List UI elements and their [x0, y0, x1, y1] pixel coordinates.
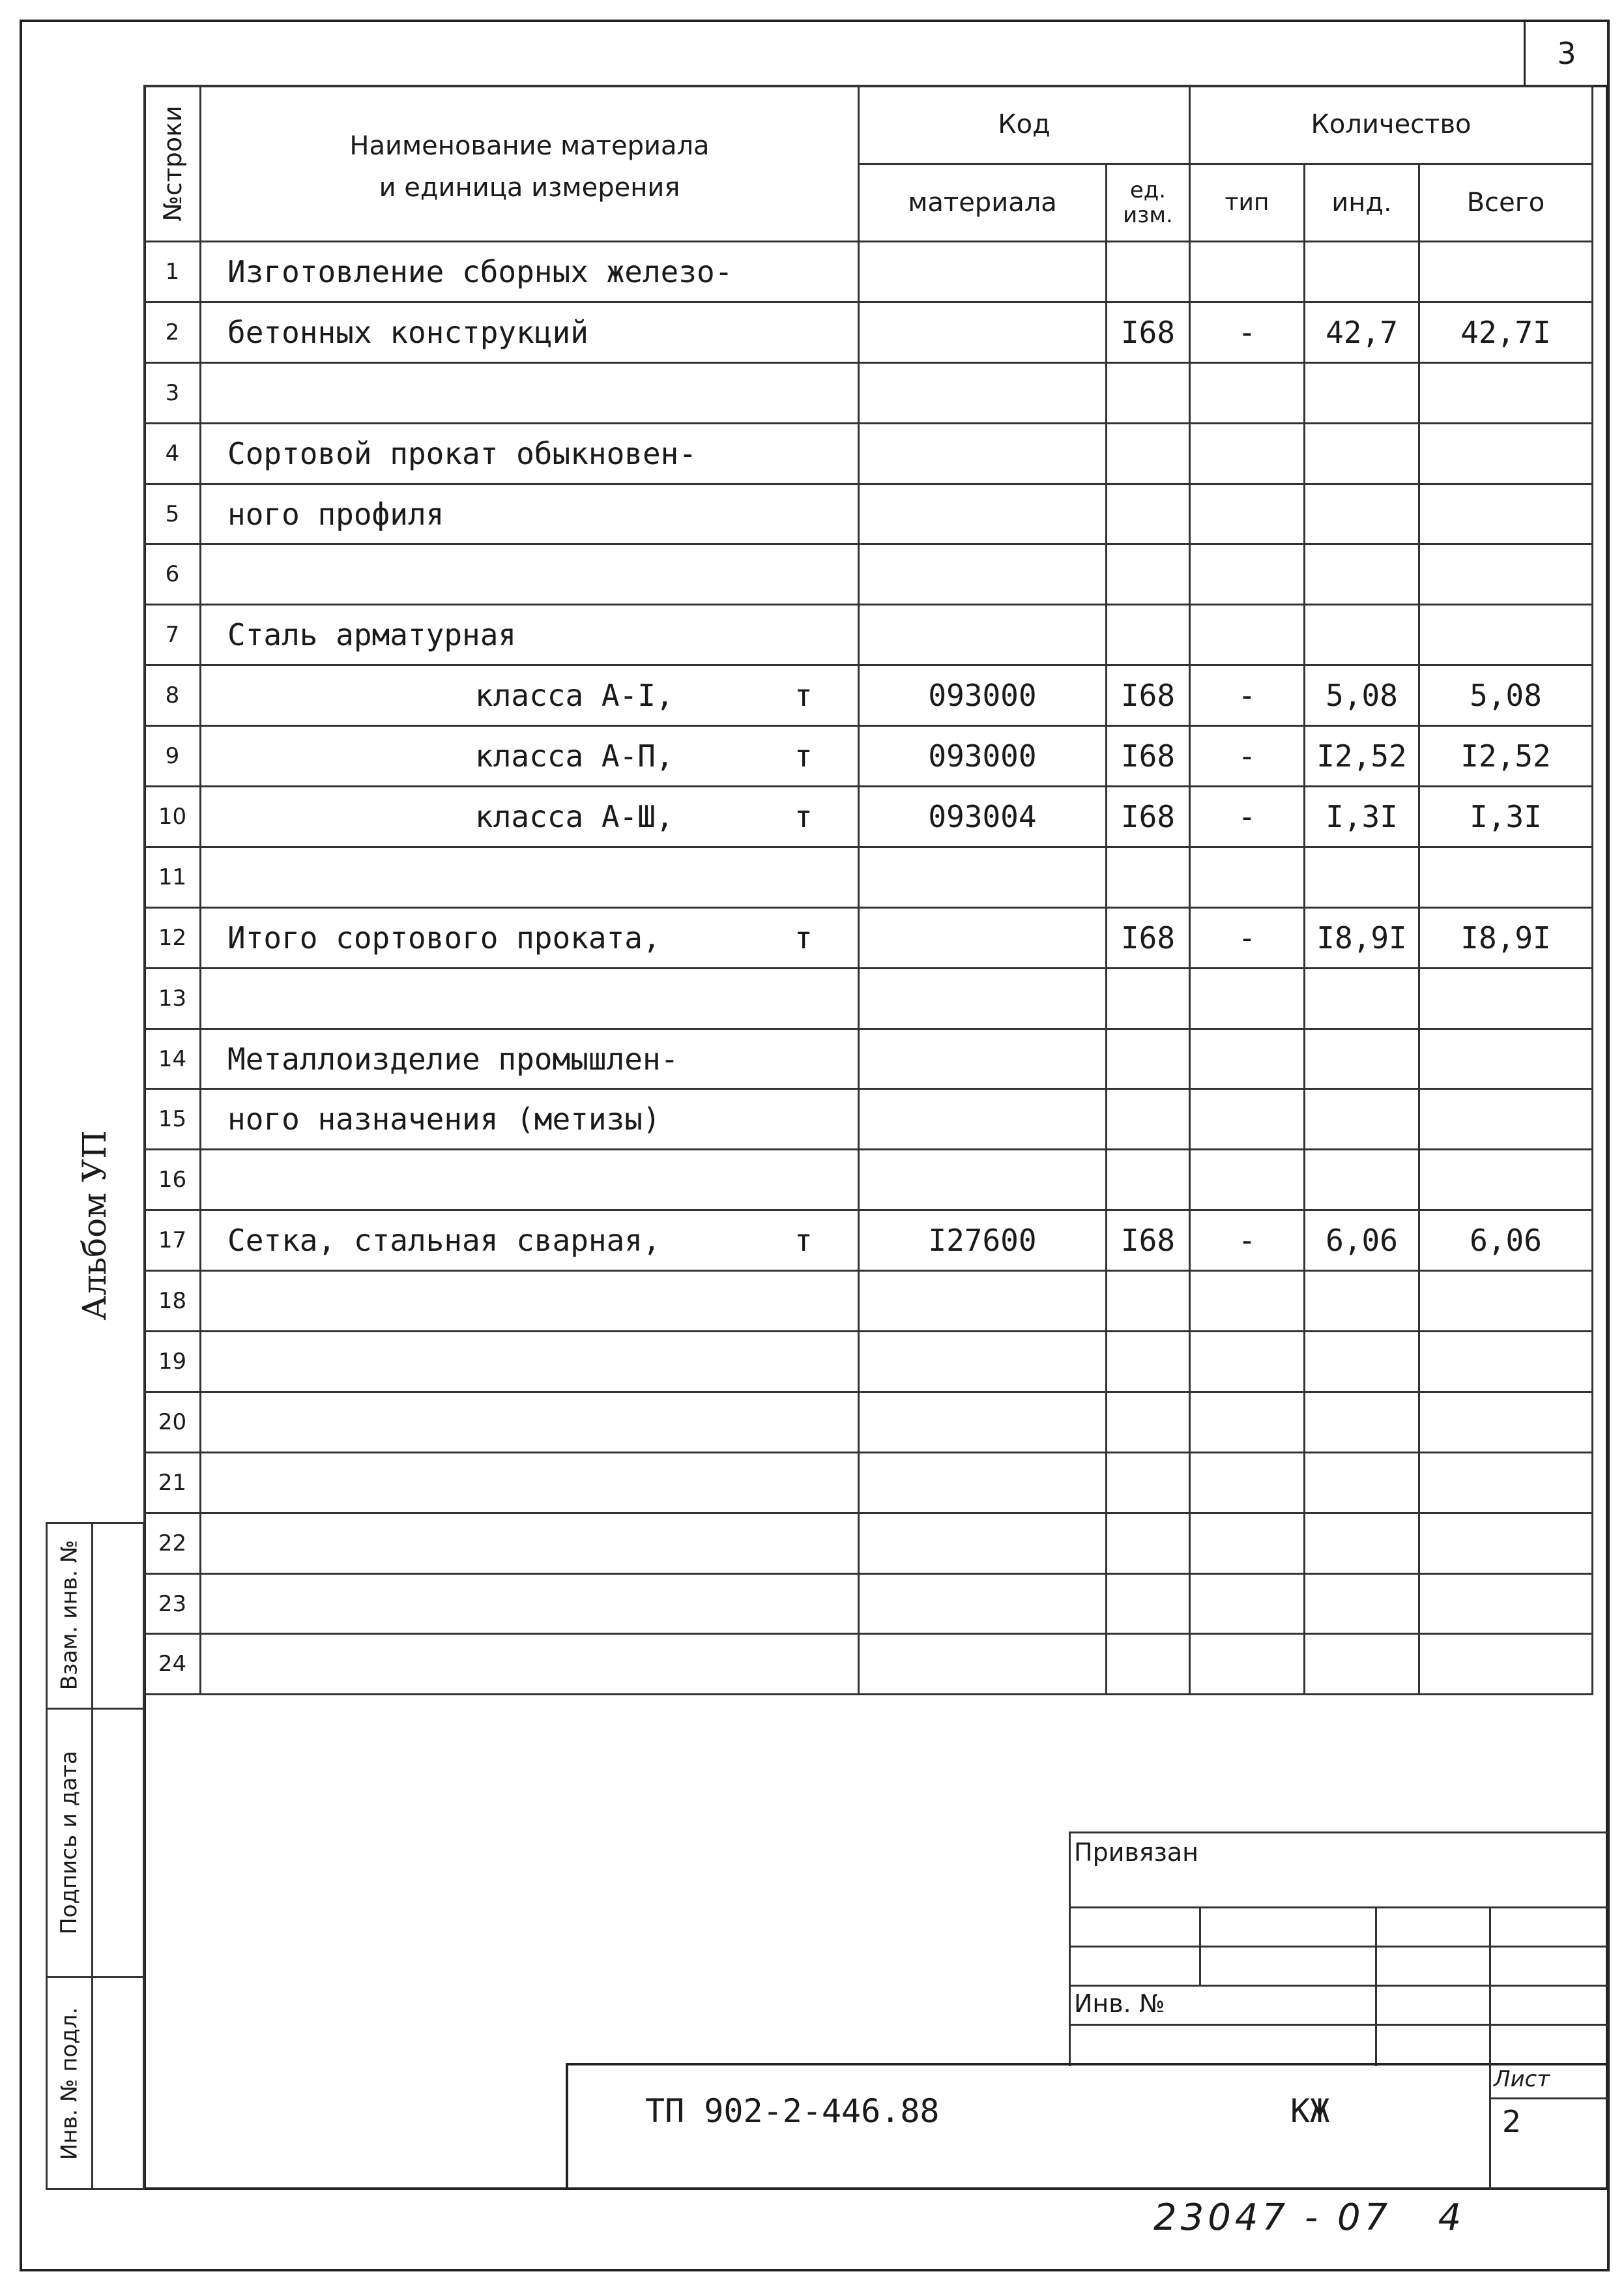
header-name-line1: Наименование материала — [349, 131, 710, 161]
qty-total — [1419, 1634, 1593, 1695]
inv-no-label: Инв. № — [1074, 1989, 1165, 2018]
qty-type — [1190, 1150, 1305, 1210]
unit-code — [1107, 544, 1190, 605]
qty-total — [1419, 1392, 1593, 1452]
material-code — [859, 484, 1107, 544]
qty-total — [1419, 605, 1593, 665]
material-code — [859, 968, 1107, 1029]
material-code — [859, 847, 1107, 907]
material-code — [859, 302, 1107, 362]
qty-type — [1190, 1513, 1305, 1573]
material-name-text: класса А-Ш, — [475, 799, 674, 835]
qty-type — [1190, 847, 1305, 907]
unit-code — [1107, 1150, 1190, 1210]
qty-total — [1419, 423, 1593, 484]
material-name — [201, 847, 859, 907]
qty-ind — [1305, 1573, 1419, 1634]
qty-type — [1190, 1452, 1305, 1513]
qty-ind — [1305, 1271, 1419, 1332]
qty-total — [1419, 1573, 1593, 1634]
material-code — [859, 1029, 1107, 1089]
side-signature-cell — [46, 1709, 93, 1976]
unit-code — [1107, 1513, 1190, 1573]
qty-type — [1190, 968, 1305, 1029]
material-name: ного назначения (метизы) — [201, 1089, 859, 1150]
qty-ind — [1305, 1392, 1419, 1452]
material-code — [859, 1452, 1107, 1513]
material-name — [201, 907, 859, 968]
qty-ind — [1305, 847, 1419, 907]
attached-line-4 — [1069, 2024, 1608, 2026]
material-name: Металлоизделие промышлен- — [201, 1029, 859, 1089]
qty-type: - — [1190, 907, 1305, 968]
table-row — [145, 665, 1593, 726]
qty-type — [1190, 423, 1305, 484]
material-name — [201, 1332, 859, 1392]
material-name — [201, 544, 859, 605]
material-code — [859, 1332, 1107, 1392]
unit-code — [1107, 242, 1190, 302]
unit-code: I68 — [1107, 665, 1190, 726]
qty-total: I2,52 — [1419, 726, 1593, 787]
table-row — [145, 1513, 1593, 1573]
qty-total — [1419, 847, 1593, 907]
qty-ind — [1305, 484, 1419, 544]
qty-ind — [1305, 1452, 1419, 1513]
row-number: 5 — [145, 484, 201, 544]
qty-type — [1190, 1029, 1305, 1089]
material-name — [201, 968, 859, 1029]
material-code — [859, 544, 1107, 605]
material-name-text: Итого сортового проката, — [227, 920, 661, 956]
material-name: Сортовой прокат обыкновен- — [201, 423, 859, 484]
side-ref-inv: Взам. инв. № — [56, 1539, 83, 1690]
side-inv-original-cell — [46, 1977, 93, 2190]
header-code-unit: ед. изм. — [1107, 164, 1190, 242]
material-name: Изготовление сборных железо- — [201, 242, 859, 302]
header-qty-total: Всего — [1419, 164, 1593, 242]
sheet-number: 3 — [1557, 35, 1576, 71]
row-number: 1 — [145, 242, 201, 302]
qty-ind — [1305, 1332, 1419, 1392]
table-row — [145, 726, 1593, 787]
sheet-label: Лист — [1494, 2066, 1550, 2092]
row-number: 24 — [145, 1634, 201, 1695]
attached-vline-3 — [1489, 1906, 1491, 2066]
material-name — [201, 1634, 859, 1695]
table-row — [145, 423, 1593, 484]
doc-mark: КЖ — [1290, 2092, 1330, 2130]
material-code — [859, 1573, 1107, 1634]
unit-of-measure: т — [794, 799, 813, 835]
row-number: 9 — [145, 726, 201, 787]
row-number: 22 — [145, 1513, 201, 1573]
qty-ind — [1305, 242, 1419, 302]
attached-line-3 — [1069, 1985, 1608, 1987]
row-number: 18 — [145, 1271, 201, 1332]
qty-ind — [1305, 544, 1419, 605]
qty-type — [1190, 1634, 1305, 1695]
sheet-cell-hline — [1489, 2097, 1608, 2099]
qty-ind — [1305, 423, 1419, 484]
qty-ind — [1305, 1089, 1419, 1150]
qty-ind — [1305, 1029, 1419, 1089]
row-number: 15 — [145, 1089, 201, 1150]
qty-type — [1190, 1573, 1305, 1634]
material-code — [859, 423, 1107, 484]
qty-total — [1419, 544, 1593, 605]
unit-of-measure: т — [794, 920, 813, 956]
header-qty-type: тип — [1190, 164, 1305, 242]
unit-code — [1107, 1332, 1190, 1392]
qty-type: - — [1190, 1210, 1305, 1271]
side-signature-date: Подпись и дата — [56, 1751, 83, 1934]
unit-of-measure: т — [794, 1223, 813, 1259]
row-number: 3 — [145, 362, 201, 423]
header-code-material: материала — [859, 164, 1107, 242]
unit-code — [1107, 847, 1190, 907]
qty-type — [1190, 1392, 1305, 1452]
material-code: 093000 — [859, 726, 1107, 787]
table-row — [145, 1573, 1593, 1634]
spec-body — [145, 242, 1593, 1695]
qty-total: I8,9I — [1419, 907, 1593, 968]
attached-line-2 — [1069, 1946, 1608, 1948]
row-number: 19 — [145, 1332, 201, 1392]
qty-ind: 42,7 — [1305, 302, 1419, 362]
table-row — [145, 1332, 1593, 1392]
qty-total — [1419, 484, 1593, 544]
qty-type: - — [1190, 787, 1305, 847]
unit-code — [1107, 484, 1190, 544]
qty-ind — [1305, 605, 1419, 665]
material-code — [859, 1150, 1107, 1210]
qty-total — [1419, 362, 1593, 423]
row-number: 21 — [145, 1452, 201, 1513]
qty-ind: 5,08 — [1305, 665, 1419, 726]
qty-total — [1419, 1271, 1593, 1332]
material-name-text: класса А-П, — [475, 738, 674, 774]
album-label-area — [46, 1095, 143, 1356]
qty-type — [1190, 484, 1305, 544]
table-row — [145, 362, 1593, 423]
side-ref-inv-cell — [46, 1522, 93, 1708]
row-number: 7 — [145, 605, 201, 665]
attached-vline-1 — [1199, 1906, 1201, 1985]
unit-code — [1107, 362, 1190, 423]
qty-type — [1190, 242, 1305, 302]
unit-code: I68 — [1107, 787, 1190, 847]
table-row — [145, 1150, 1593, 1210]
unit-code — [1107, 1089, 1190, 1150]
header-material-name — [201, 86, 859, 242]
qty-type: - — [1190, 726, 1305, 787]
material-code — [859, 1271, 1107, 1332]
qty-ind — [1305, 968, 1419, 1029]
table-row — [145, 1271, 1593, 1332]
side-inv-original: Инв. № подл. — [56, 2007, 83, 2161]
material-name: Сталь арматурная — [201, 605, 859, 665]
material-name — [201, 665, 859, 726]
material-name — [201, 1150, 859, 1210]
unit-code — [1107, 1634, 1190, 1695]
material-name — [201, 1452, 859, 1513]
material-code — [859, 1634, 1107, 1695]
material-code: 093004 — [859, 787, 1107, 847]
table-row — [145, 968, 1593, 1029]
qty-total — [1419, 1332, 1593, 1392]
material-code — [859, 1392, 1107, 1452]
qty-ind — [1305, 1513, 1419, 1573]
table-row — [145, 1634, 1593, 1695]
qty-total — [1419, 1513, 1593, 1573]
unit-of-measure: т — [794, 678, 813, 714]
material-name-text: класса А-I, — [475, 678, 674, 714]
qty-type — [1190, 1271, 1305, 1332]
qty-type: - — [1190, 665, 1305, 726]
row-number: 13 — [145, 968, 201, 1029]
table-row — [145, 907, 1593, 968]
qty-ind: 6,06 — [1305, 1210, 1419, 1271]
unit-code: I68 — [1107, 1210, 1190, 1271]
material-code — [859, 605, 1107, 665]
sheet-cell-vline — [1489, 2063, 1491, 2190]
material-code — [859, 362, 1107, 423]
material-name — [201, 1271, 859, 1332]
row-number: 20 — [145, 1392, 201, 1452]
material-name-text: Сетка, стальная сварная, — [227, 1223, 661, 1259]
album-label: Альбом УП — [76, 1130, 114, 1321]
table-row — [145, 787, 1593, 847]
attached-line-1 — [1069, 1906, 1608, 1908]
unit-code: I68 — [1107, 302, 1190, 362]
qty-type — [1190, 605, 1305, 665]
table-row — [145, 1089, 1593, 1150]
material-code — [859, 1513, 1107, 1573]
row-number: 12 — [145, 907, 201, 968]
material-name — [201, 362, 859, 423]
material-code — [859, 242, 1107, 302]
table-row — [145, 242, 1593, 302]
material-name — [201, 726, 859, 787]
header-name-line2: и единица измерения — [379, 173, 680, 203]
unit-code — [1107, 423, 1190, 484]
material-name — [201, 1573, 859, 1634]
attached-label: Привязан — [1074, 1838, 1198, 1867]
row-number: 11 — [145, 847, 201, 907]
sheet-value: 2 — [1502, 2104, 1522, 2139]
row-number: 6 — [145, 544, 201, 605]
header-row-number: №строки — [145, 86, 201, 242]
qty-ind — [1305, 362, 1419, 423]
qty-type — [1190, 362, 1305, 423]
material-code — [859, 1089, 1107, 1150]
row-number: 8 — [145, 665, 201, 726]
row-number: 14 — [145, 1029, 201, 1089]
row-number: 17 — [145, 1210, 201, 1271]
unit-code — [1107, 968, 1190, 1029]
qty-ind — [1305, 1634, 1419, 1695]
unit-code: I68 — [1107, 726, 1190, 787]
qty-total — [1419, 242, 1593, 302]
unit-code — [1107, 1452, 1190, 1513]
table-row — [145, 847, 1593, 907]
handwritten-archive-number: 23047 - 07 4 — [1153, 2196, 1466, 2239]
unit-code — [1107, 1029, 1190, 1089]
row-number: 16 — [145, 1150, 201, 1210]
material-spec-table — [143, 85, 1593, 1695]
material-code: 093000 — [859, 665, 1107, 726]
qty-ind: I2,52 — [1305, 726, 1419, 787]
header-code: Код — [859, 86, 1190, 164]
doc-code: ТП 902-2-446.88 — [645, 2092, 940, 2130]
table-row — [145, 1029, 1593, 1089]
header-qty-ind: инд. — [1305, 164, 1419, 242]
material-name — [201, 787, 859, 847]
unit-code — [1107, 1573, 1190, 1634]
qty-total: 42,7I — [1419, 302, 1593, 362]
qty-type — [1190, 544, 1305, 605]
qty-type: - — [1190, 302, 1305, 362]
row-number: 10 — [145, 787, 201, 847]
qty-total — [1419, 1452, 1593, 1513]
qty-ind — [1305, 1150, 1419, 1210]
qty-total: 5,08 — [1419, 665, 1593, 726]
table-row — [145, 605, 1593, 665]
material-name — [201, 1210, 859, 1271]
qty-type — [1190, 1332, 1305, 1392]
qty-type — [1190, 1089, 1305, 1150]
qty-ind: I,3I — [1305, 787, 1419, 847]
unit-code — [1107, 605, 1190, 665]
material-code: I27600 — [859, 1210, 1107, 1271]
table-row — [145, 1452, 1593, 1513]
qty-total: I,3I — [1419, 787, 1593, 847]
table-row — [145, 1210, 1593, 1271]
qty-total — [1419, 968, 1593, 1029]
unit-code — [1107, 1271, 1190, 1332]
qty-total — [1419, 1089, 1593, 1150]
unit-code — [1107, 1392, 1190, 1452]
table-row — [145, 484, 1593, 544]
unit-of-measure: т — [794, 738, 813, 774]
qty-ind: I8,9I — [1305, 907, 1419, 968]
table-row — [145, 1392, 1593, 1452]
table-row — [145, 302, 1593, 362]
material-name — [201, 1513, 859, 1573]
material-name: бетонных конструкций — [201, 302, 859, 362]
qty-total — [1419, 1150, 1593, 1210]
qty-total: 6,06 — [1419, 1210, 1593, 1271]
header-quantity: Количество — [1190, 86, 1593, 164]
attached-block — [1069, 1831, 1608, 2066]
qty-total — [1419, 1029, 1593, 1089]
table-row — [145, 544, 1593, 605]
material-name — [201, 1392, 859, 1452]
row-number: 23 — [145, 1573, 201, 1634]
unit-code: I68 — [1107, 907, 1190, 968]
row-number: 2 — [145, 302, 201, 362]
attached-vline-2 — [1375, 1906, 1377, 2066]
row-number: 4 — [145, 423, 201, 484]
material-code — [859, 907, 1107, 968]
material-name: ного профиля — [201, 484, 859, 544]
